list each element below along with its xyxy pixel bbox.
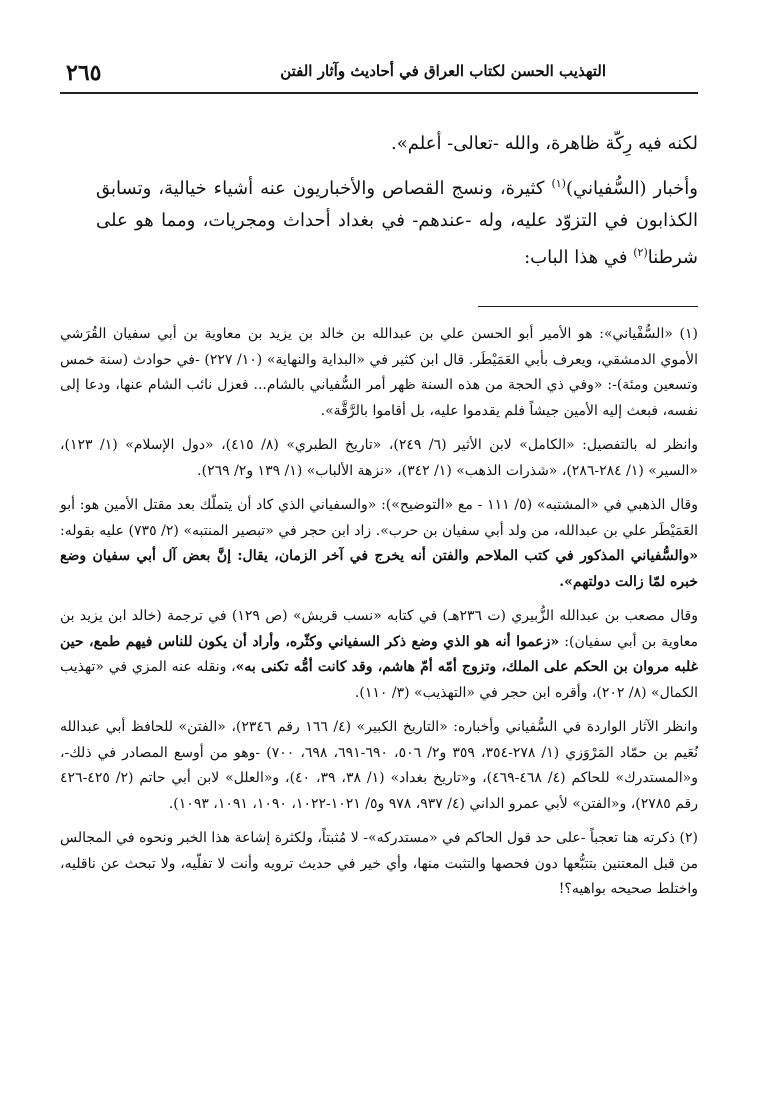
footnote-text: وقال مصعب بن عبدالله الزُّبيري (ت ٢٣٦هـ) في كتابه «نسب قريش» (ص ١٢٩) في ترجمة (خالد ابن يزيد بن معاوية بن أبي سفيان): bbox=[60, 608, 698, 650]
footnote-paragraph bbox=[60, 826, 698, 903]
footnote-text: (٢) ذكرته هنا تعجباً -على حد قول الحاكم في «مستدركه»- لا مُثبتاً، ولكثرة إشاعة هذا الخبر ونحوه في المجالس من قبل المعتنين بتتبُّعها دون فحصها والتثبت منها، وأي خير في حديث ترويه وأنت لا تفلّيه، ولا تبحث عن ناقليه، واختلط صحيحه بواهيه؟! bbox=[60, 830, 698, 897]
footnotes bbox=[60, 322, 698, 912]
body-text-segment: في هذا الباب: bbox=[524, 247, 634, 268]
footnote-ref-1[interactable]: (١) bbox=[551, 177, 566, 190]
body-text-segment: كثيرة، ونسج القصاص والأخباريون عنه أشياء خيالية، وتسابق الكذابون في التزوّد عليه، وله -عندهم- في بغداد أحداث ومجريات، ومما هو على شرطنا bbox=[96, 178, 698, 268]
footnote-paragraph bbox=[60, 433, 698, 484]
body-paragraph bbox=[96, 128, 698, 160]
footnote-paragraph bbox=[60, 322, 698, 424]
footnote-text: وقال الذهبي في «المشتبه» (٥/ ١١١ - مع «التوضيح»): «والسفياني الذي كاد أن يتملّك بعد مقتل الأمين هو: أبو العَمَيْطَر علي بن عبدالله، من ولد أبي سفيان بن حرب». زاد ابن حجر في «تبصير المنتبه» (٢/ ٧٣٥) عليه بقوله: bbox=[60, 497, 699, 539]
running-title: التهذيب الحسن لكتاب العراق في أحاديث وآثار الفتن bbox=[280, 62, 606, 80]
main-text bbox=[96, 128, 698, 282]
body-paragraph bbox=[96, 168, 698, 274]
footnote-text: وانظر له بالتفصيل: «الكامل» لابن الأثير (٦/ ٢٤٩)، «تاريخ الطبري» (٨/ ٤١٥)، «دول الإسلام» (١/ ١٢٣)، «السير» (١/ ٢٨٤-٢٨٦)، «شذرات الذهب» (١/ ٣٤٢)، «نزهة الألباب» (١/ ١٣٩ و٢/ ٢٦٩). bbox=[60, 437, 699, 479]
footnote-text: ، ونقله عنه المزي في «تهذيب الكمال» (٨/ ٢٠٢)، وأقره ابن حجر في «التهذيب» (٣/ ١١٠). bbox=[60, 659, 698, 701]
body-text-segment: لكنه فيه رِكّة ظاهرة، والله -تعالى- أعلم». bbox=[391, 133, 698, 154]
footnote-paragraph bbox=[60, 604, 698, 706]
footnote-separator bbox=[478, 306, 698, 307]
body-text-segment: وأخبار (السُّفياني) bbox=[565, 178, 698, 199]
footnote-ref-2[interactable]: (٢) bbox=[633, 246, 648, 259]
footnote-quote: «زعموا أنه هو الذي وضع ذكر السفياني وكثّره، وأراد أن يكون للناس فيهم طمع، حين غلبه مروان بن الحكم على الملك، وتزوج أمّه أمّ هاشم، وقد كانت أمُّه تكنى به» bbox=[60, 633, 698, 675]
footnote-paragraph bbox=[60, 493, 698, 595]
footnote-paragraph bbox=[60, 715, 698, 817]
footnote-text: وانظر الآثار الواردة في السُّفياني وأخباره: «التاريخ الكبير» (٤/ ١٦٦ رقم ٢٣٤٦)، «الفتن» للحافظ أبي عبدالله نُعَيم بن حمّاد المَرْوَزي (١/ ٢٧٨-٣٥٤، ٣٥٩ و٢/ ٥٠٦، ٦٩٠-٦٩١، ٦٩٨، ٧٠٠) -وهو من أوسع المصادر في ذلك-، و«المستدرك» للحاكم (٤/ ٤٦٨-٤٦٩)، و«تاريخ بغداد» (١/ ٣٨، ٣٩، ٤٠)، و«العلل» لابن أبي حاتم (٢/ ٤٢٥-٤٢٦ رقم ٢٧٨٥)، و«الفتن» لأبي عمرو الداني (٤/ ٩٣٧، ٩٧٨ و٥/ ١٠٢١-١٠٢٢، ١٠٩٠، ١٠٩١، ١٠٩٣). bbox=[60, 719, 699, 812]
footnote-quote: «والسُّفياني المذكور في كتب الملاحم والفتن أنه يخرج في آخر الزمان، يقال: إنَّ بعض آل أبي سفيان وضع خبره لمّا زالت دولتهم». bbox=[60, 548, 698, 590]
page-number: ٢٦٥ bbox=[66, 60, 102, 86]
footnote-text: (١) «السُّفْياني»: هو الأمير أبو الحسن علي بن عبدالله بن خالد بن يزيد بن معاوية بن أبي سفيان القُرَشي الأموي الدمشقي، ويعرف بأبي العَمَيْطَر. قال ابن كثير في «البداية والنهاية» (١٠/ ٢٢٧) -في حوادث (سنة خمس وتسعين ومئة)-: «وفي ذي الحجة من هذه السنة ظهر أمر السُّفياني بالشام... فعزل نائب الشام عنها، ودعا إلى نفسه، فبعث إليه الأمين جيشاً فلم يقدموا عليه، بل أقاموا بالرَّقَّة». bbox=[60, 326, 698, 419]
page-header bbox=[60, 56, 698, 94]
